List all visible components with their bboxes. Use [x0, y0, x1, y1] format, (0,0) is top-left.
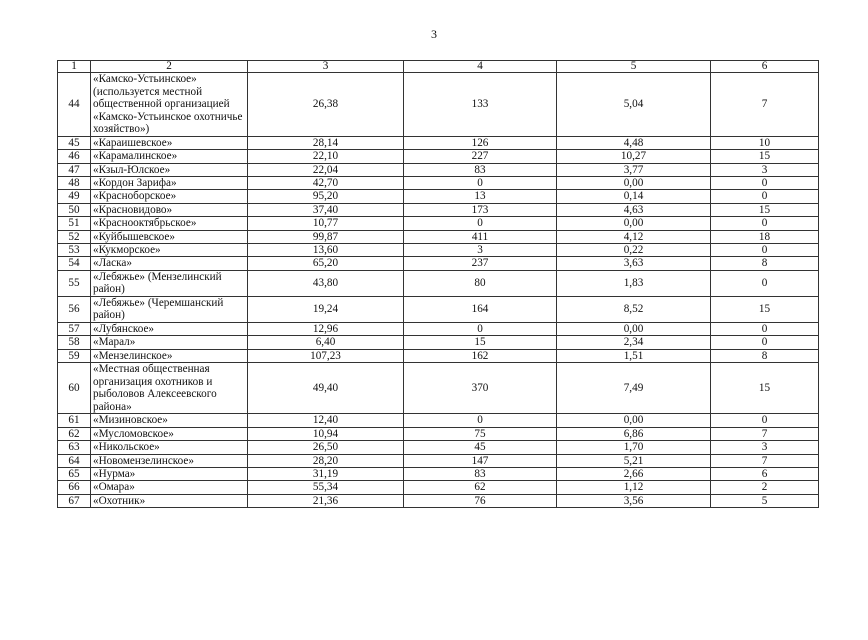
column-header: 3	[248, 61, 404, 73]
density-value: 0,00	[557, 217, 711, 230]
table-row	[58, 414, 819, 427]
row-number: 47	[58, 163, 91, 176]
hunting-ground-name: «Кукморское»	[91, 243, 248, 256]
row-number: 46	[58, 150, 91, 163]
quota-value: 0	[711, 270, 819, 296]
count-value: 147	[404, 454, 557, 467]
table-row	[58, 136, 819, 149]
hunting-ground-name: «Мензелинское»	[91, 349, 248, 362]
count-value: 126	[404, 136, 557, 149]
quota-value: 2	[711, 481, 819, 494]
table-row	[58, 363, 819, 414]
area-value: 28,20	[248, 454, 404, 467]
density-value: 10,27	[557, 150, 711, 163]
density-value: 1,70	[557, 441, 711, 454]
quota-value: 8	[711, 349, 819, 362]
area-value: 12,40	[248, 414, 404, 427]
column-header: 2	[91, 61, 248, 73]
area-value: 10,77	[248, 217, 404, 230]
count-value: 62	[404, 481, 557, 494]
density-value: 1,51	[557, 349, 711, 362]
hunting-ground-name: «Нурма»	[91, 468, 248, 481]
row-number: 53	[58, 243, 91, 256]
area-value: 22,04	[248, 163, 404, 176]
density-value: 0,22	[557, 243, 711, 256]
quota-value: 5	[711, 494, 819, 507]
density-value: 4,12	[557, 230, 711, 243]
table-row	[58, 481, 819, 494]
quota-value: 0	[711, 243, 819, 256]
quota-value: 0	[711, 322, 819, 335]
table-row	[58, 217, 819, 230]
density-value: 3,56	[557, 494, 711, 507]
quota-value: 6	[711, 468, 819, 481]
area-value: 42,70	[248, 176, 404, 189]
count-value: 80	[404, 270, 557, 296]
density-value: 0,14	[557, 190, 711, 203]
count-value: 162	[404, 349, 557, 362]
row-number: 59	[58, 349, 91, 362]
count-value: 0	[404, 322, 557, 335]
quota-value: 7	[711, 454, 819, 467]
count-value: 227	[404, 150, 557, 163]
count-value: 83	[404, 163, 557, 176]
hunting-ground-name: «Карамалинское»	[91, 150, 248, 163]
quota-value: 15	[711, 296, 819, 322]
table-row	[58, 468, 819, 481]
quota-value: 0	[711, 190, 819, 203]
row-number: 64	[58, 454, 91, 467]
density-value: 0,00	[557, 414, 711, 427]
density-value: 2,66	[557, 468, 711, 481]
column-header: 4	[404, 61, 557, 73]
density-value: 4,63	[557, 203, 711, 216]
quota-value: 0	[711, 336, 819, 349]
count-value: 0	[404, 176, 557, 189]
table-row	[58, 427, 819, 440]
density-value: 0,00	[557, 176, 711, 189]
count-value: 411	[404, 230, 557, 243]
area-value: 31,19	[248, 468, 404, 481]
area-value: 43,80	[248, 270, 404, 296]
area-value: 6,40	[248, 336, 404, 349]
quota-value: 7	[711, 73, 819, 137]
hunting-ground-name: «Мизиновское»	[91, 414, 248, 427]
row-number: 44	[58, 73, 91, 137]
density-value: 1,83	[557, 270, 711, 296]
table-row	[58, 349, 819, 362]
hunting-ground-name: «Лубянское»	[91, 322, 248, 335]
density-value: 0,00	[557, 322, 711, 335]
density-value: 3,63	[557, 257, 711, 270]
row-number: 66	[58, 481, 91, 494]
area-value: 21,36	[248, 494, 404, 507]
row-number: 51	[58, 217, 91, 230]
table-row	[58, 454, 819, 467]
row-number: 54	[58, 257, 91, 270]
hunting-ground-name: «Никольское»	[91, 441, 248, 454]
count-value: 0	[404, 217, 557, 230]
quota-value: 15	[711, 363, 819, 414]
density-value: 2,34	[557, 336, 711, 349]
row-number: 61	[58, 414, 91, 427]
count-value: 75	[404, 427, 557, 440]
table-row	[58, 322, 819, 335]
count-value: 237	[404, 257, 557, 270]
table-row	[58, 336, 819, 349]
table-row	[58, 270, 819, 296]
hunting-ground-name: «Красноборское»	[91, 190, 248, 203]
hunting-ground-name: «Куйбышевское»	[91, 230, 248, 243]
count-value: 133	[404, 73, 557, 137]
count-value: 0	[404, 414, 557, 427]
count-value: 15	[404, 336, 557, 349]
table-row	[58, 203, 819, 216]
count-value: 13	[404, 190, 557, 203]
area-value: 37,40	[248, 203, 404, 216]
area-value: 107,23	[248, 349, 404, 362]
quota-value: 8	[711, 257, 819, 270]
hunting-ground-name: «Новомензелинское»	[91, 454, 248, 467]
hunting-ground-name: «Кзыл-Юлское»	[91, 163, 248, 176]
table-row	[58, 230, 819, 243]
row-number: 58	[58, 336, 91, 349]
table-row	[58, 494, 819, 507]
table-row	[58, 190, 819, 203]
density-value: 1,12	[557, 481, 711, 494]
row-number: 50	[58, 203, 91, 216]
hunting-ground-name: «Лебяжье» (Черемшанский район)	[91, 296, 248, 322]
hunting-ground-name: «Лебяжье» (Мензелинский район)	[91, 270, 248, 296]
row-number: 48	[58, 176, 91, 189]
hunting-ground-name: «Кордон Зарифа»	[91, 176, 248, 189]
area-value: 65,20	[248, 257, 404, 270]
row-number: 62	[58, 427, 91, 440]
area-value: 95,20	[248, 190, 404, 203]
count-value: 164	[404, 296, 557, 322]
count-value: 370	[404, 363, 557, 414]
table-row	[58, 257, 819, 270]
row-number: 60	[58, 363, 91, 414]
table-row	[58, 163, 819, 176]
quota-value: 15	[711, 150, 819, 163]
hunting-ground-name: «Караишевское»	[91, 136, 248, 149]
column-header: 5	[557, 61, 711, 73]
area-value: 28,14	[248, 136, 404, 149]
count-value: 3	[404, 243, 557, 256]
row-number: 55	[58, 270, 91, 296]
page-number: 3	[431, 27, 437, 41]
table-row	[58, 243, 819, 256]
row-number: 67	[58, 494, 91, 507]
area-value: 49,40	[248, 363, 404, 414]
row-number: 56	[58, 296, 91, 322]
hunting-ground-name: «Омара»	[91, 481, 248, 494]
table-row	[58, 296, 819, 322]
hunting-ground-name: «Охотник»	[91, 494, 248, 507]
count-value: 45	[404, 441, 557, 454]
area-value: 12,96	[248, 322, 404, 335]
area-value: 19,24	[248, 296, 404, 322]
area-value: 10,94	[248, 427, 404, 440]
header-row	[58, 61, 819, 73]
row-number: 57	[58, 322, 91, 335]
quota-value: 15	[711, 203, 819, 216]
hunting-ground-name: «Местная общественная организация охотников и рыболовов Алексеевского района»	[91, 363, 248, 414]
density-value: 6,86	[557, 427, 711, 440]
count-value: 173	[404, 203, 557, 216]
quota-value: 3	[711, 441, 819, 454]
area-value: 55,34	[248, 481, 404, 494]
hunting-ground-name: «Марал»	[91, 336, 248, 349]
column-header: 6	[711, 61, 819, 73]
row-number: 63	[58, 441, 91, 454]
table-row	[58, 73, 819, 137]
quota-value: 18	[711, 230, 819, 243]
quota-value: 10	[711, 136, 819, 149]
area-value: 99,87	[248, 230, 404, 243]
area-value: 22,10	[248, 150, 404, 163]
density-value: 3,77	[557, 163, 711, 176]
quota-value: 0	[711, 217, 819, 230]
hunting-ground-name: «Мусломовское»	[91, 427, 248, 440]
quota-value: 0	[711, 176, 819, 189]
row-number: 52	[58, 230, 91, 243]
row-number: 45	[58, 136, 91, 149]
hunting-grounds-table	[57, 60, 819, 508]
density-value: 8,52	[557, 296, 711, 322]
row-number: 49	[58, 190, 91, 203]
quota-value: 7	[711, 427, 819, 440]
count-value: 76	[404, 494, 557, 507]
column-header: 1	[58, 61, 91, 73]
area-value: 26,50	[248, 441, 404, 454]
table-row	[58, 176, 819, 189]
hunting-ground-name: «Красновидово»	[91, 203, 248, 216]
density-value: 7,49	[557, 363, 711, 414]
table-body	[58, 73, 819, 508]
table-row	[58, 150, 819, 163]
count-value: 83	[404, 468, 557, 481]
hunting-ground-name: «Камско-Устьинское» (используется местной общественной организацией «Камско-Устьинское охотничье хозяйство»)	[91, 73, 248, 137]
density-value: 4,48	[557, 136, 711, 149]
quota-value: 3	[711, 163, 819, 176]
hunting-ground-name: «Краснооктябрьское»	[91, 217, 248, 230]
hunting-ground-name: «Ласка»	[91, 257, 248, 270]
density-value: 5,21	[557, 454, 711, 467]
row-number: 65	[58, 468, 91, 481]
table-row	[58, 441, 819, 454]
density-value: 5,04	[557, 73, 711, 137]
area-value: 13,60	[248, 243, 404, 256]
quota-value: 0	[711, 414, 819, 427]
area-value: 26,38	[248, 73, 404, 137]
